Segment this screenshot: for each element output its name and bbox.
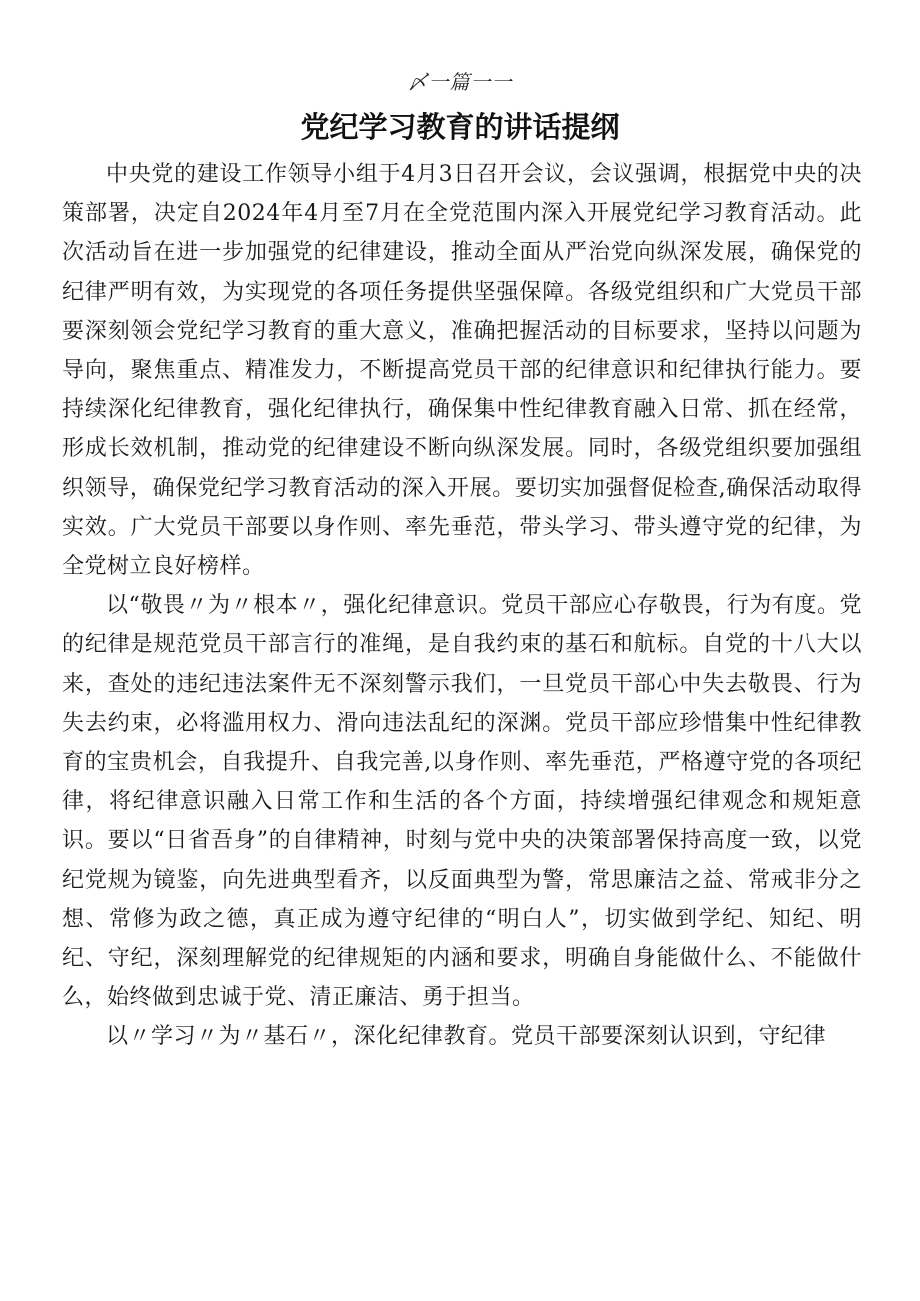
header-mark-suffix: 一 bbox=[491, 70, 513, 94]
document-title: 党纪学习教育的讲话提纲 bbox=[300, 110, 620, 144]
paragraph-2: 以“敬畏〃为〃根本〃，强化纪律意识。党员干部应心存敬畏，行为有度。党的纪律是规范党员干部言行的准绳，是自我约束的基石和航标。自党的十八大以来，查处的违纪违法案件无不深刻警示我们，一旦党员干部心中失去敬畏、行为失去约束，必将滥用权力、滑向违法乱纪的深渊。党员干部应珍惜集中性纪律教育的宝贵机会，自我提升、自我完善,以身作则、率先垂范，严格遵守党的各项纪律，将纪律意识融入日常工作和生活的各个方面，持续增强纪律观念和规矩意识。要以“日省吾身”的自律精神，时刻与党中央的决策部署保持高度一致，以党纪党规为镜鉴，向先进典型看齐，以反面典型为警，常思廉洁之益、常戒非分之想、常修为政之德，真正成为遵守纪律的“明白人”，切实做到学纪、知纪、明纪、守纪，深刻理解党的纪律规矩的内涵和要求，明确自身能做什么、不能做什么，始终做到忠诚于党、清正廉洁、勇于担当。 bbox=[62, 593, 862, 1011]
document-body bbox=[62, 155, 862, 1057]
paragraph-1: 中央党的建设工作领导小组于4月3日召开会议，会议强调，根据党中央的决策部署，决定自2024年4月至7月在全党范围内深入开展党纪学习教育活动。此次活动旨在进一步加强党的纪律建设，推动全面从严治党向纵深发展，确保党的纪律严明有效，为实现党的各项任务提供坚强保障。各级党组织和广大党员干部要深刻领会党纪学习教育的重大意义，准确把握活动的目标要求，坚持以问题为导向，聚焦重点、精准发力，不断提高党员干部的纪律意识和纪律执行能力。要持续深化纪律教育，强化纪律执行，确保集中性纪律教育融入日常、抓在经常，形成长效机制，推动党的纪律建设不断向纵深发展。同时，各级党组织要加强组织领导，确保党纪学习教育活动的深入开展。要切实加强督促检查,确保活动取得实效。广大党员干部要以身作则、率先垂范，带头学习、带头遵守党的纪律，为全党树立良好榜样。 bbox=[62, 162, 862, 580]
header-mark bbox=[0, 66, 920, 95]
header-mark-prefix: 〆一 bbox=[407, 70, 450, 94]
header-mark-text: 篇一 bbox=[449, 70, 492, 94]
paragraph-3: 以〃学习〃为〃基石〃，深化纪律教育。党员干部要深刻认识到，守纪律 bbox=[106, 1024, 827, 1050]
